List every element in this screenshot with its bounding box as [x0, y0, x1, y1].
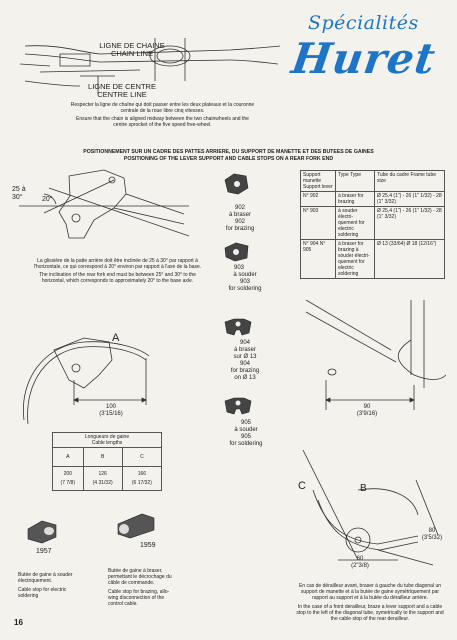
part-905-drawing: [222, 395, 254, 417]
part-905-num: 905: [240, 420, 251, 426]
part-904-num2: 904: [239, 361, 250, 367]
cable-header: A: [53, 448, 84, 467]
dim-80-in: (3'5/32): [421, 535, 443, 541]
part-905-en: for soldering: [229, 441, 263, 447]
intro-fr: Respecter la ligne de chaîne qui doit passer entre les deux plateaux et la couronne centrale de la roue libre cinq vitesses.: [70, 102, 255, 114]
cable-stop-1957-drawing: [22, 515, 64, 547]
cable-title-en: Cable lengths: [91, 440, 123, 446]
spec-table-row: [301, 240, 445, 279]
dim-100-in: (3'15/16): [99, 411, 123, 417]
spec-header-2: Type Type: [336, 171, 375, 192]
spec-header-1: Support manette Support lever: [301, 171, 336, 192]
cable-cell: [53, 467, 84, 491]
cable-cell: [122, 467, 161, 491]
cable-inch: (6 17/32): [131, 480, 152, 486]
angle-label-3: 20°: [42, 196, 53, 203]
dim-60-mm: 60: [356, 556, 364, 562]
chain-line-fr: LIGNE DE CHAINE: [99, 41, 165, 50]
centre-line-label: [62, 83, 182, 99]
cable-table-row: [53, 467, 162, 491]
spec-header-3: Tube du cadre Frame tube size: [375, 171, 445, 192]
angle-labels: [12, 186, 26, 202]
spec-table-header-row: [301, 171, 445, 192]
cable-table-title: [53, 433, 162, 448]
part-904-fr: à braser: [233, 347, 256, 353]
spec-cell: N° 904 N° 905: [301, 240, 336, 279]
forkend-en: The inclination of the rear fork end must be between 25° and 30° to the horizontal, which corresponds to approximately 20° to the base axle.: [39, 272, 196, 284]
dim-100-mm: 100: [105, 404, 116, 410]
label-c: C: [298, 480, 306, 492]
spec-cell: Ø 25,4 (1") - 26 (1" 1/32) - 28 (1" 3/32): [375, 207, 445, 240]
centre-line-en: CENTRE LINE: [97, 90, 147, 99]
forkend-fr: La glissière de la patte arrière doit être inclinée de 25 à 30° par rapport à l'horizontale, ce qui correspond à 20° environ par rapport à l'axe de la base.: [33, 258, 202, 270]
part-904-label: [220, 340, 270, 382]
dim-90-mm: 90: [363, 404, 371, 410]
spec-cell: à braser for brazing à souder électri- quement for electric soldering: [336, 240, 375, 279]
cable-stop-1957-text: [18, 572, 80, 599]
angle-label-2: 30°: [12, 194, 23, 201]
forkend-diagram: [14, 168, 194, 248]
angle-label-1: 25 à: [12, 186, 26, 193]
part-905-label: [218, 420, 274, 448]
centre-line-fr: LIGNE DE CENTRE: [88, 82, 156, 91]
cable-lengths-table: [52, 432, 162, 491]
chain-line-label: [72, 42, 192, 58]
spec-cell: à braser for brazing: [336, 192, 375, 207]
part-902-num2: 902: [234, 219, 245, 225]
part-903-en: for soldering: [228, 286, 262, 292]
dim-60: [338, 556, 382, 570]
part-902-drawing: [222, 170, 252, 198]
cable-inch: (7 7/8): [60, 480, 75, 486]
part-902-num: 902: [234, 205, 245, 211]
section-heading-fr: POSITIONNEMENT SUR UN CADRE DES PATTES ARRIERE, DU SUPPORT DE MANETTE ET DES BUTEES DE GAINES: [83, 149, 374, 155]
front-derailleur-en: In the case of a front derailleur, braze a lever support and a cable stop to the left of the diagonal tube, symetrically to the support and the cable stop of the rear derailleur.: [296, 604, 444, 622]
cable-value: 166: [137, 471, 147, 477]
spec-cell: Ø 13 (33/64) Ø 18 (12/16"): [375, 240, 445, 279]
chain-line-en: CHAIN LINE: [110, 49, 154, 58]
intro-text: [70, 102, 255, 128]
label-a: A: [112, 332, 120, 344]
dim-100: [86, 404, 136, 418]
cable-value: 126: [98, 471, 107, 477]
cable-stop-1959-num: 1959: [140, 542, 156, 549]
cable-value: 200: [63, 471, 72, 477]
cable-title-fr: Longueurs de gaine: [84, 434, 130, 440]
front-derailleur-text: [295, 583, 445, 622]
part-905-fr: à souder: [234, 427, 258, 433]
dim-80-mm: 80: [428, 528, 436, 534]
front-derailleur-fr: En cas de dérailleur avant, braser à gauche du tube diagonal un support de manette et à la butée de gaine symétriquement par rapport au support et à la butée du dérailleur arrière.: [298, 583, 442, 601]
brand-specialites: Spécialités: [308, 12, 419, 34]
part-904-fr2: sur Ø 13: [233, 354, 257, 360]
forkend-text: [30, 258, 205, 284]
part-904-drawing: [222, 316, 254, 338]
part-902-en: for brazing: [225, 226, 255, 232]
stop-1957-en: Cable stop for electric soldering: [18, 587, 67, 599]
front-derailleur-diagram: [298, 440, 446, 570]
spec-cell: à souder électri- quement for electric soldering: [336, 207, 375, 240]
spec-cell: Ø 25,4 (1") - 26 (1" 1/32) - 28 (1" 3/32): [375, 192, 445, 207]
intro-en: Ensure that the chain is aligned midway between the two chainwheels and the centre sprocket of the five speed free-wheel.: [76, 116, 249, 128]
spec-table-row: [301, 207, 445, 240]
brand-huret: Huret: [288, 34, 439, 83]
spec-cell: N° 903: [301, 207, 336, 240]
dim-90-in: (3'9/16): [356, 411, 378, 417]
cable-stop-1957-num: 1957: [36, 548, 52, 555]
cable-header: C: [122, 448, 161, 467]
cable-table-header-row: [53, 448, 162, 467]
part-904-en2: on Ø 13: [234, 375, 256, 381]
part-903-drawing: [222, 240, 252, 264]
stop-1957-fr: Butée de gaine à souder électriquement.: [18, 572, 73, 584]
label-b: B: [360, 483, 367, 494]
cable-stop-1959-drawing: [112, 508, 160, 542]
spec-cell: N° 902: [301, 192, 336, 207]
part-902-label: [220, 205, 260, 233]
spec-table-row: [301, 192, 445, 207]
cable-header: B: [83, 448, 122, 467]
cable-cell: [83, 467, 122, 491]
dim-80: [420, 528, 444, 542]
part-903-label: [215, 265, 275, 293]
part-904-en: for brazing: [230, 368, 260, 374]
stop-1959-en: Cable stop for brazing, allo- wing disconnection of the control cable.: [108, 589, 170, 607]
lever-support-table: [300, 170, 445, 279]
part-903-num: 903: [233, 265, 244, 271]
section-heading-en: POSITIONING OF THE LEVER SUPPORT AND CABLE STOPS ON A REAR FORK END: [123, 156, 334, 162]
part-903-fr: à souder: [233, 272, 257, 278]
part-905-num2: 905: [240, 434, 251, 440]
part-902-fr: à braser: [228, 212, 251, 218]
cable-inch: (4 31/32): [92, 480, 113, 486]
cable-stop-1959-text: [108, 568, 178, 607]
page-number: 16: [14, 618, 23, 627]
part-904-num: 904: [239, 340, 250, 346]
part-903-num2: 903: [239, 279, 250, 285]
stop-1959-fr: Butée de gaine à braser, permettant le décrochage du câble de commande.: [108, 568, 172, 586]
dim-90: [342, 404, 392, 418]
brand-logo: [288, 12, 452, 83]
dim-60-in: (2"3/8): [351, 563, 369, 569]
section-heading: [10, 149, 447, 163]
